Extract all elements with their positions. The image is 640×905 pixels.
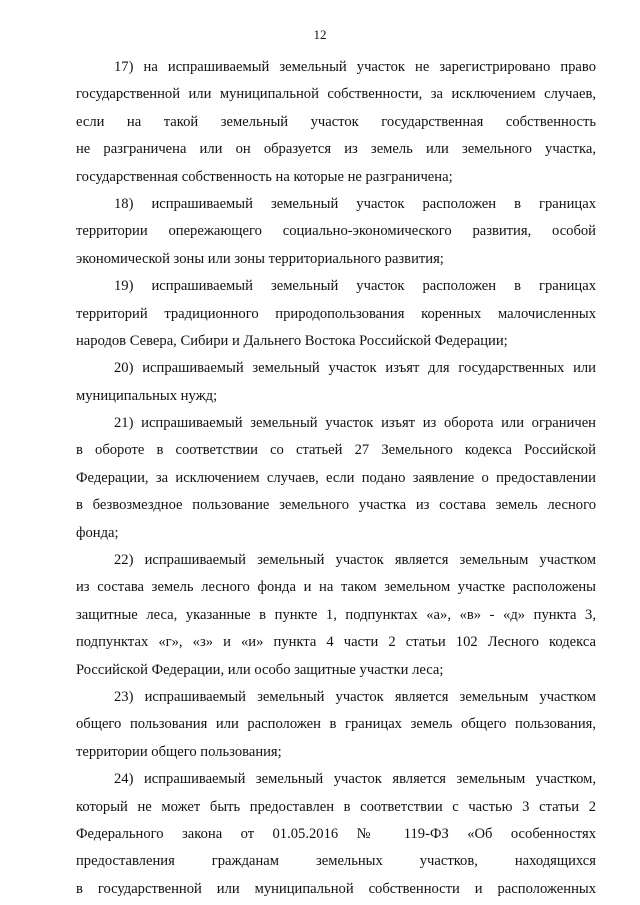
text-line: 19) испрашиваемый земельный участок расположен в границах <box>114 278 596 295</box>
list-item-21 <box>76 410 596 547</box>
text-line: 21) испрашиваемый земельный участок изъят из оборота или ограничен <box>114 415 596 432</box>
text-line: 18) испрашиваемый земельный участок расположен в границах <box>114 195 596 212</box>
text-line: защитные леса, указанные в пункте 1, подпунктах «а», «в» - «д» пункта 3, <box>76 606 596 623</box>
text-line: территории общего пользования; <box>76 743 282 760</box>
text-line: 24) испрашиваемый земельный участок является земельным участком, <box>114 771 596 788</box>
text-line: Российской Федерации, или особо защитные участки леса; <box>76 661 444 678</box>
text-line: который не может быть предоставлен в соответствии с частью 3 статьи 2 <box>76 798 596 815</box>
text-line: государственной или муниципальной собственности, за исключением случаев, <box>76 86 596 103</box>
page-number: 12 <box>313 27 327 42</box>
text-line: государственная собственность на которые не разграничена; <box>76 168 453 185</box>
list-item-20 <box>76 355 596 410</box>
text-line: 22) испрашиваемый земельный участок является земельным участком <box>114 552 596 569</box>
list-item-24 <box>76 766 596 903</box>
text-line: муниципальных нужд; <box>76 387 218 404</box>
document-body <box>76 54 596 903</box>
text-line: территорий традиционного природопользования коренных малочисленных <box>76 305 596 322</box>
text-line: народов Севера, Сибири и Дальнего Востока Российской Федерации; <box>76 332 508 349</box>
text-line: 20) испрашиваемый земельный участок изъят для государственных или <box>114 360 596 377</box>
text-line: общего пользования или расположен в границах земель общего пользования, <box>76 716 596 733</box>
list-item-19 <box>76 273 596 355</box>
text-line: из состава земель лесного фонда и на таком земельном участке расположены <box>76 579 596 596</box>
text-line: подпунктах «г», «з» и «и» пункта 4 части 2 статьи 102 Лесного кодекса <box>76 634 596 651</box>
list-item-18 <box>76 191 596 273</box>
list-item-22 <box>76 547 596 684</box>
text-line: в обороте в соответствии со статьей 27 Земельного кодекса Российской <box>76 442 596 459</box>
text-line: если на такой земельный участок государственная собственность <box>76 113 596 130</box>
text-line: фонда; <box>76 524 119 541</box>
text-line: 17) на испрашиваемый земельный участок не зарегистрировано право <box>114 59 596 75</box>
text-line: территории опережающего социально-экономического развития, особой <box>76 223 596 240</box>
text-line: экономической зоны или зоны территориального развития; <box>76 250 444 267</box>
text-line: не разграничена или он образуется из земель или земельного участка, <box>76 141 596 158</box>
text-line: 23) испрашиваемый земельный участок является земельным участком <box>114 688 596 705</box>
list-item-17 <box>76 54 596 191</box>
list-item-23 <box>76 684 596 766</box>
text-line: в безвозмездное пользование земельного участка из состава земель лесного <box>76 497 596 514</box>
text-line: в государственной или муниципальной собственности и расположенных <box>76 880 596 897</box>
text-line: Федерального закона от 01.05.2016 № 119-ФЗ «Об особенностях <box>76 825 596 842</box>
text-line: Федерации, за исключением случаев, если подано заявление о предоставлении <box>76 469 596 486</box>
text-line: предоставления гражданам земельных участков, находящихся <box>76 853 596 870</box>
